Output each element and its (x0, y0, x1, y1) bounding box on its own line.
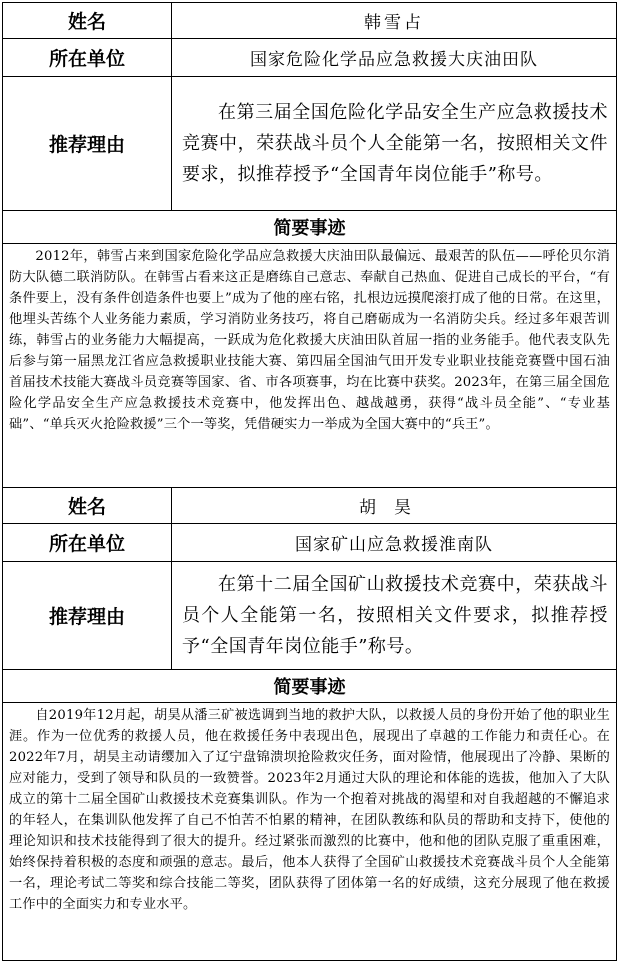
record-2-reason: 在第十二届全国矿山救援技术竞赛中，荣获战斗员个人全能第一名，按照相关文件要求，拟推荐授予“全国青年岗位能手”称号。 (172, 562, 617, 670)
record-2-name: 胡昊 (172, 488, 617, 524)
record-2-name-row (3, 488, 617, 524)
record-2-story: 自2019年12月起，胡昊从潘三矿被选调到当地的救护大队，以救援人员的身份开始了他的职业生涯。作为一位优秀的救援人员，他在救援任务中表现出色，展现出了卓越的工作能力和责任心。在2022年7月，胡昊主动请缨加入了辽宁盘锦溃坝抢险救灾任务，面对险情，他展现出了冷静、果断的应对能力，受到了领导和队员的一致赞誉。2023年2月通过大队的理论和体能的选拔，他加入了大队成立的第十二届全国矿山救援技术竞赛集训队。作为一个抱着对挑战的渴望和对自我超越的不懈追求的年轻人，在集训队他发挥了自己不怕苦不怕累的精神，在团队教练和队员的帮助和支持下，使他的理论知识和技术技能得到了很大的提升。经过紧张而激烈的比赛中，他和他的团队克服了重重困难，始终保持着积极的态度和顽强的意志。最后，他本人获得了全国矿山救援技术竞赛战斗员个人全能第一名，理论考试二等奖和综合技能二等奖，团队获得了团体第一名的好成绩，这充分展现了他在救援工作中的全面实力和专业水平。 (3, 703, 617, 961)
unit-label: 所在单位 (3, 524, 172, 562)
record-1-name-row (3, 3, 617, 39)
record-1-unit: 国家危险化学品应急救援大庆油田队 (172, 39, 617, 77)
story-heading: 简要事迹 (3, 670, 617, 703)
reason-label: 推荐理由 (3, 77, 172, 211)
record-2-reason-row (3, 562, 617, 670)
nomination-table (2, 2, 617, 961)
record-2-story-header-row (3, 670, 617, 703)
name-label: 姓名 (3, 488, 172, 524)
record-2-unit-row (3, 524, 617, 562)
nomination-form (2, 2, 617, 961)
unit-label: 所在单位 (3, 39, 172, 77)
record-1-unit-row (3, 39, 617, 77)
reason-label: 推荐理由 (3, 562, 172, 670)
record-1-name: 韩雪占 (172, 3, 617, 39)
record-2-unit: 国家矿山应急救援淮南队 (172, 524, 617, 562)
record-2-story-row (3, 703, 617, 961)
story-heading: 简要事迹 (3, 211, 617, 244)
record-1-reason: 在第三届全国危险化学品安全生产应急救援技术竞赛中，荣获战斗员个人全能第一名，按照相关文件要求，拟推荐授予“全国青年岗位能手”称号。 (172, 77, 617, 211)
record-1-story-row (3, 244, 617, 488)
record-1-story-header-row (3, 211, 617, 244)
record-1-story: 2012年，韩雪占来到国家危险化学品应急救援大庆油田队最偏远、最艰苦的队伍——呼伦贝尔消防大队德二联消防队。在韩雪占看来这正是磨练自己意志、奉献自己热血、促进自己成长的平台，“有条件要上，没有条件创造条件也要上”成为了他的座右铭，扎根边远摸爬滚打成了他的日常。在这里，他埋头苦练个人业务能力素质，学习消防业务技巧，将自己磨砺成为一名消防尖兵。经过多年艰苦训练，韩雪占的业务能力大幅提高，一跃成为危化救援大庆油田队首屈一指的业务能手。他代表支队先后参与第一届黑龙江省应急救援职业技能大赛、第四届全国油气田开发专业职业技能竞赛暨中国石油首届技术技能大赛战斗员竞赛等国家、省、市各项赛事，均在比赛中获奖。2023年，在第三届全国危险化学品安全生产应急救援技术竞赛中，他发挥出色、越战越勇，获得“战斗员全能”、“专业基础”、“单兵灭火抢险救援”三个一等奖，凭借硬实力一举成为全国大赛中的“兵王”。 (3, 244, 617, 488)
record-1-reason-row (3, 77, 617, 211)
name-label: 姓名 (3, 3, 172, 39)
